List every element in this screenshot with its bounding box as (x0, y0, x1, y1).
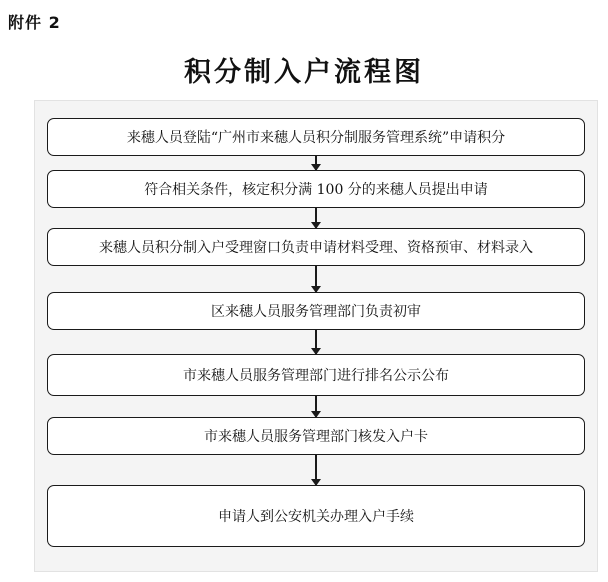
flow-step-2: 符合相关条件，核定积分满 100 分的来穗人员提出申请 (47, 170, 585, 208)
flow-step-3: 来穗人员积分制入户受理窗口负责申请材料受理、资格预审、材料录入 (47, 228, 585, 266)
flow-arrow-2 (315, 208, 317, 228)
flow-arrow-5 (315, 396, 317, 417)
flow-arrow-6 (315, 455, 317, 485)
flow-step-7: 申请人到公安机关办理入户手续 (47, 485, 585, 547)
flow-arrow-3 (315, 266, 317, 292)
flow-arrow-4 (315, 330, 317, 354)
flow-step-6: 市来穗人员服务管理部门核发入户卡 (47, 417, 585, 455)
flow-arrow-1 (315, 156, 317, 170)
page-title: 积分制入户流程图 (184, 57, 424, 88)
flow-step-1: 来穗人员登陆“广州市来穗人员积分制服务管理系统”申请积分 (47, 118, 585, 156)
flow-step-5: 市来穗人员服务管理部门进行排名公示公布 (47, 354, 585, 396)
attachment-label: 附件 2 (8, 13, 61, 32)
flow-step-4: 区来穗人员服务管理部门负责初审 (47, 292, 585, 330)
